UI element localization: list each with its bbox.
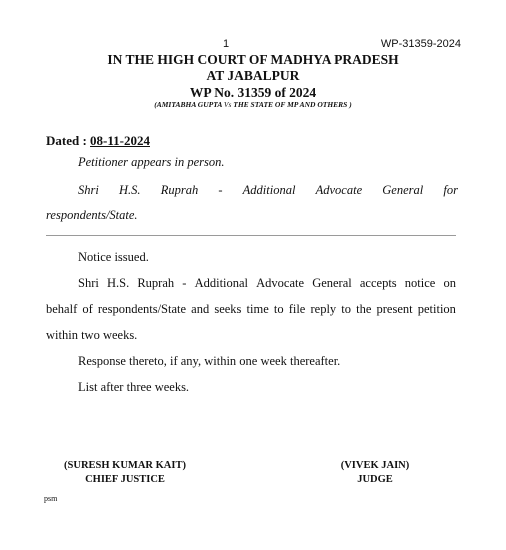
word: present	[376, 302, 413, 316]
word: file	[288, 302, 306, 316]
order-acceptance-continuation	[46, 296, 456, 322]
word: Shri	[78, 183, 99, 197]
word: on	[443, 276, 456, 290]
versus-label: Vs	[223, 100, 232, 109]
word: seeks	[214, 302, 242, 316]
order-listing: List after three weeks.	[78, 380, 190, 394]
word: Advocate	[256, 276, 305, 290]
word: Additional	[242, 183, 296, 197]
word: for	[443, 183, 458, 197]
dated-label: Dated :	[46, 133, 87, 148]
word: General	[382, 183, 424, 197]
word: time	[246, 302, 269, 316]
word: behalf	[46, 302, 78, 316]
word: petition	[417, 302, 456, 316]
word: Ruprah	[137, 276, 175, 290]
page-number: 1	[222, 38, 230, 50]
word: H.S.	[119, 183, 141, 197]
petition-number: WP No. 31359 of 2024	[189, 85, 317, 100]
word: to	[273, 302, 284, 316]
order-acceptance-line	[78, 270, 456, 296]
signature-judge-name: (VIVEK JAIN)	[340, 460, 410, 471]
word: and	[191, 302, 210, 316]
word: Advocate	[315, 183, 363, 197]
word: to	[341, 302, 352, 316]
respondent-name: THE STATE OF MP AND OTHERS )	[233, 100, 352, 109]
word: of	[82, 302, 93, 316]
word: notice	[404, 276, 436, 290]
appearance-respondent-line	[78, 177, 458, 203]
court-name: IN THE HIGH COURT OF MADHYA PRADESH	[107, 52, 399, 67]
case-parties	[0, 100, 506, 109]
signature-judge-title: JUDGE	[357, 474, 393, 485]
word: -	[218, 183, 223, 197]
word: -	[182, 276, 187, 290]
appearance-respondent-continuation: respondents/State.	[46, 208, 138, 222]
order-response: Response thereto, if any, within one week thereafter.	[78, 354, 341, 368]
order-acceptance-end: within two weeks.	[46, 328, 138, 342]
word: the	[356, 302, 372, 316]
order-notice-issued: Notice issued.	[78, 250, 149, 264]
word: Additional	[194, 276, 249, 290]
order-date	[46, 133, 150, 149]
word: respondents/State	[97, 302, 187, 316]
word: General	[312, 276, 352, 290]
word: Ruprah	[160, 183, 199, 197]
word: H.S.	[106, 276, 130, 290]
section-divider	[46, 235, 456, 236]
appearance-petitioner: Petitioner appears in person.	[78, 155, 225, 169]
signature-chief-justice-title: CHIEF JUSTICE	[85, 474, 165, 485]
word: accepts	[359, 276, 397, 290]
court-place: AT JABALPUR	[206, 68, 300, 83]
signature-chief-justice-name: (SURESH KUMAR KAIT)	[64, 460, 186, 471]
dated-value: 08-11-2024	[90, 133, 150, 148]
word: reply	[310, 302, 337, 316]
case-reference: WP-31359-2024	[380, 38, 461, 50]
petitioner-name: (AMITABHA GUPTA	[154, 100, 222, 109]
typist-initials: psm	[44, 494, 58, 503]
word: Shri	[78, 276, 99, 290]
